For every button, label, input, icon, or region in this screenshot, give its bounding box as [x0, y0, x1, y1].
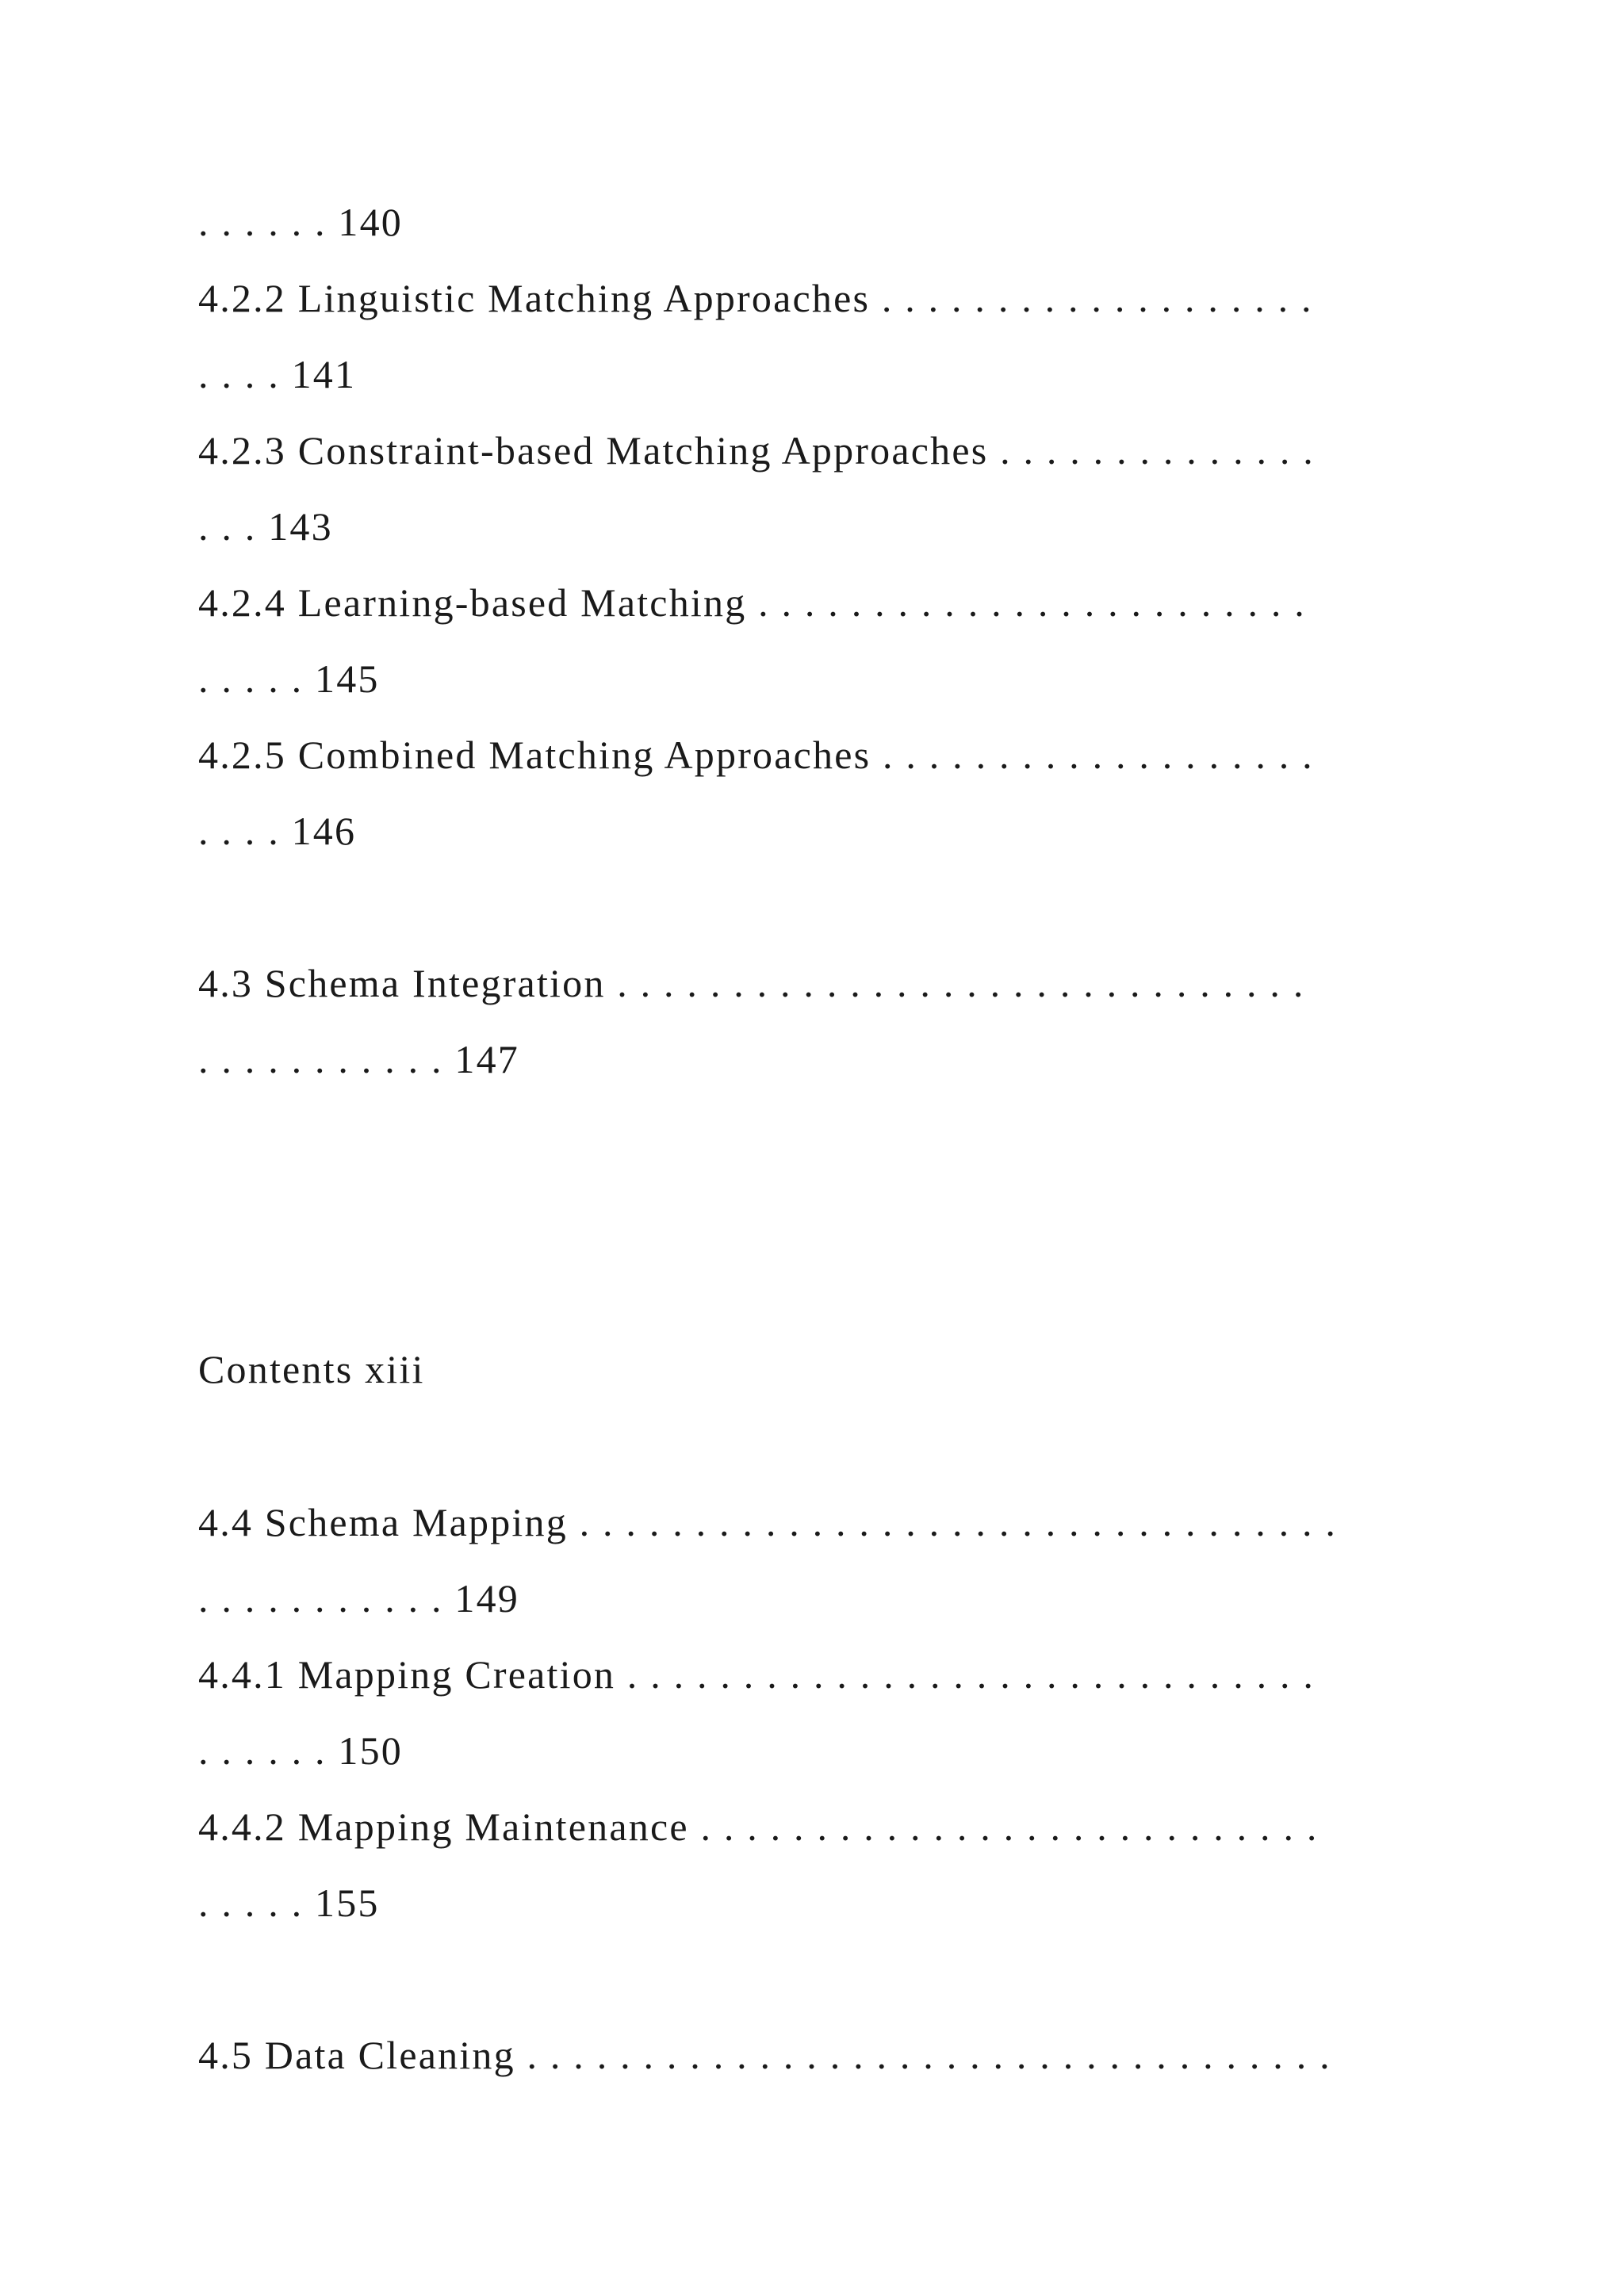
- running-header: Contents xiii: [198, 1347, 425, 1391]
- toc-page-number-line: . . . . . 145: [198, 656, 380, 701]
- toc-entry-4-2-4: 4.2.4 Learning-based Matching . . . . . . . . . . . . . . . . . . . . . . . .: [198, 580, 1306, 625]
- toc-page-number-line: . . . . . . 140: [198, 200, 403, 244]
- toc-page-number-line: . . . 143: [198, 504, 333, 549]
- toc-entry-4-4-1: 4.4.1 Mapping Creation . . . . . . . . . . . . . . . . . . . . . . . . . . . . . .: [198, 1652, 1316, 1697]
- toc-entry-4-3: 4.3 Schema Integration . . . . . . . . . . . . . . . . . . . . . . . . . . . . . .: [198, 961, 1305, 1005]
- toc-page-number-line: . . . . 146: [198, 809, 357, 853]
- toc-page-number-line: . . . . . 155: [198, 1881, 380, 1925]
- toc-entry-4-2-3: 4.2.3 Constraint-based Matching Approaches . . . . . . . . . . . . . .: [198, 428, 1315, 473]
- toc-entry-4-5: 4.5 Data Cleaning . . . . . . . . . . . . . . . . . . . . . . . . . . . . . . . . . . .: [198, 2033, 1331, 2077]
- toc-entry-4-2-2: 4.2.2 Linguistic Matching Approaches . . . . . . . . . . . . . . . . . . .: [198, 276, 1313, 320]
- toc-entry-4-4: 4.4 Schema Mapping . . . . . . . . . . . . . . . . . . . . . . . . . . . . . . . . .: [198, 1500, 1338, 1544]
- toc-page-number-line: . . . . . . . . . . . 147: [198, 1037, 519, 1081]
- toc-entry-4-2-5: 4.2.5 Combined Matching Approaches . . . . . . . . . . . . . . . . . . .: [198, 733, 1314, 777]
- toc-page-number-line: . . . . . . 150: [198, 1728, 403, 1773]
- toc-entry-4-4-2: 4.4.2 Mapping Maintenance . . . . . . . . . . . . . . . . . . . . . . . . . . .: [198, 1804, 1319, 1849]
- toc-page-number-line: . . . . 141: [198, 352, 357, 396]
- toc-page-number-line: . . . . . . . . . . . 149: [198, 1576, 519, 1621]
